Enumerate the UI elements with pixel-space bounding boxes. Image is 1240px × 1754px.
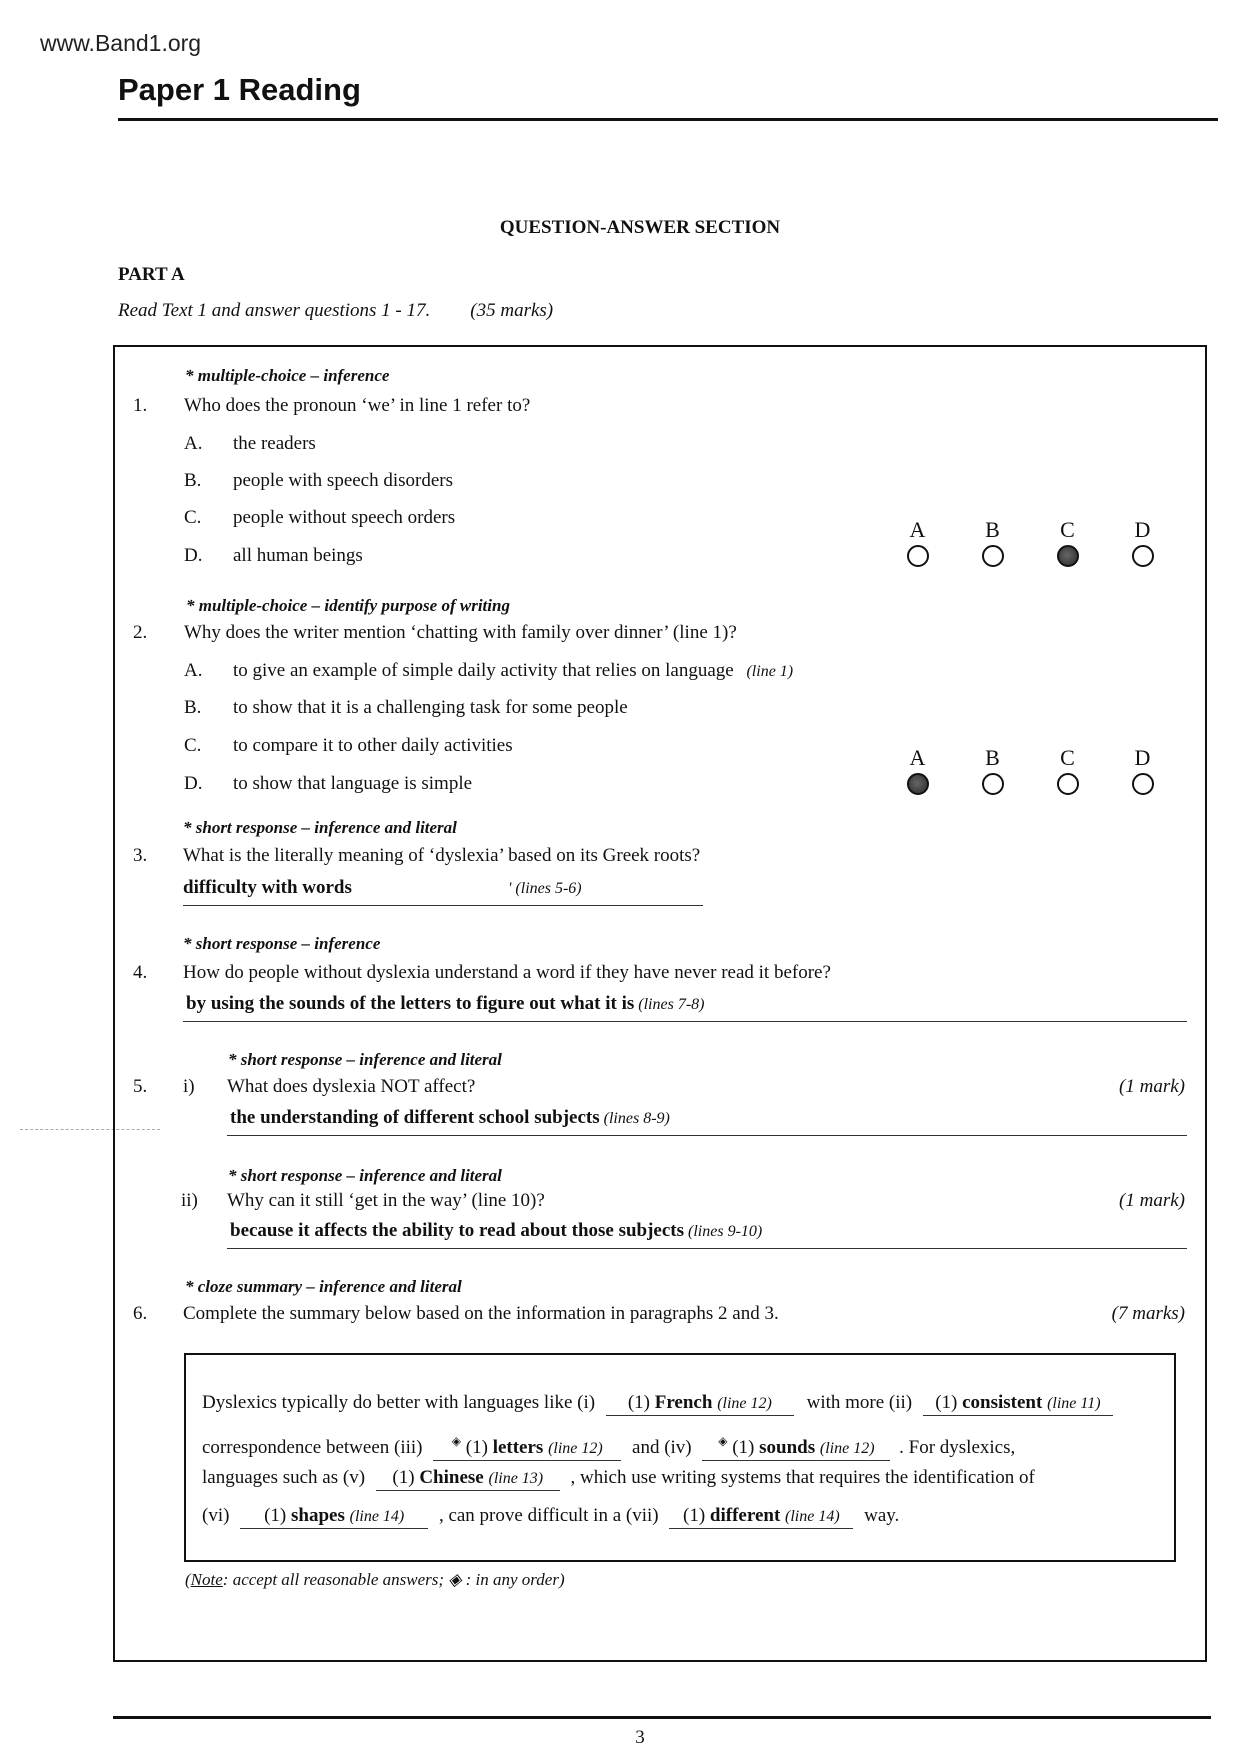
summary-text: with more (ii) [806,1392,913,1413]
bubble-letter: D [1134,517,1151,542]
q2-type-tag: * multiple-choice – identify purpose of writing [186,596,510,615]
q1-option-a-letter: A. [184,433,203,454]
blank-vi[interactable] [240,1505,428,1529]
blank-prefix: (1) [683,1505,706,1526]
marking-note [185,1570,565,1590]
q2-answer-bubbles [880,745,1180,795]
q5ii-text: Why can it still ‘get in the way’ (line 10)? [227,1190,545,1211]
any-order-diamond-icon: ◈ [718,1434,728,1448]
note-text: : accept all reasonable answers; ◈ : in any order) [222,1570,565,1589]
q5i-answer-line[interactable] [227,1107,1187,1136]
blank-ref: (line 12) [819,1440,875,1457]
bubble-letter: D [1134,745,1151,770]
section-title: QUESTION-ANSWER SECTION [499,217,781,238]
q1-bubble-b[interactable] [955,517,1030,567]
blank-answer: letters [492,1437,544,1458]
q2-option-c: to compare it to other daily activities [233,735,513,756]
q2-option-a-letter: A. [184,660,203,681]
q5ii-mark: (1 mark) [1119,1190,1185,1211]
summary-text: Dyslexics typically do better with languages like (i) [202,1392,596,1413]
q5ii-answer: because it affects the ability to read about those subjects [230,1220,685,1241]
blank-answer: Chinese [419,1467,484,1488]
q3-type-tag: * short response – inference and literal [183,818,457,837]
q5i-mark: (1 mark) [1119,1076,1185,1097]
blank-prefix: (1) [392,1467,415,1488]
blank-i[interactable] [606,1392,794,1416]
blank-ref: (line 14) [785,1508,840,1525]
q1-option-d: all human beings [233,545,363,566]
q2-option-c-letter: C. [184,735,202,756]
q1-bubble-a[interactable] [880,517,955,567]
q2-number: 2. [133,622,148,643]
q1-text: Who does the pronoun ‘we’ in line 1 refer to? [184,395,531,416]
blank-answer: French [654,1392,713,1413]
empty-bubble-icon [1132,545,1154,567]
q5ii-type-tag: * short response – inference and literal [228,1166,502,1185]
bubble-letter: A [909,745,926,770]
summary-line-2 [202,1430,1015,1461]
bubble-letter: A [909,517,926,542]
bubble-letter: C [1060,517,1075,542]
q4-answer: by using the sounds of the letters to figure out what it is [186,993,635,1014]
blank-iii[interactable] [433,1430,621,1461]
q2-bubble-b[interactable] [955,745,1030,795]
blank-vii[interactable] [669,1505,853,1529]
q6-mark: (7 marks) [1111,1303,1185,1324]
q2-text: Why does the writer mention ‘chatting with family over dinner’ (line 1)? [184,622,737,643]
q2-option-b: to show that it is a challenging task for some people [233,697,628,718]
any-order-diamond-icon: ◈ [451,1434,462,1448]
empty-bubble-icon [982,773,1004,795]
q1-option-d-letter: D. [184,545,203,566]
summary-text: correspondence between (iii) [202,1437,423,1458]
q6-type-tag: * cloze summary – inference and literal [185,1277,462,1296]
q3-text: What is the literally meaning of ‘dyslexia’ based on its Greek roots? [183,845,701,866]
filled-bubble-icon [1057,545,1079,567]
q2-option-a [233,660,793,682]
blank-prefix: (1) [627,1392,650,1413]
q1-bubble-c[interactable] [1030,517,1105,567]
blank-prefix: (1) [264,1505,287,1526]
q4-answer-line[interactable] [183,993,1187,1022]
q5ii-label: ii) [181,1190,198,1211]
footer-divider [113,1716,1211,1719]
summary-text: , can prove difficult in a (vii) [438,1505,659,1526]
blank-prefix: (1) [465,1437,488,1458]
summary-line-3 [202,1467,1035,1491]
q3-answer-line[interactable] [183,877,703,906]
blank-v[interactable] [376,1467,560,1491]
q2-bubble-a[interactable] [880,745,955,795]
blank-iv[interactable] [702,1430,890,1461]
header-divider [118,118,1218,121]
blank-answer: shapes [291,1505,345,1526]
summary-text: (vi) [202,1505,230,1526]
blank-prefix: (1) [935,1392,958,1413]
q1-bubble-d[interactable] [1105,517,1180,567]
q2-option-a-ref: (line 1) [746,663,794,680]
page-number: 3 [635,1727,645,1748]
q5ii-answer-ref: (lines 9-10) [688,1223,763,1240]
q5i-label: i) [183,1076,195,1097]
q1-option-c: people without speech orders [233,507,456,528]
instruction-text: Read Text 1 and answer questions 1 - 17. [118,300,431,321]
q3-answer-ref: ' (lines 5-6) [508,880,582,897]
summary-text: . For dyslexics, [899,1437,1016,1458]
q1-type-tag: * multiple-choice – inference [185,366,390,385]
empty-bubble-icon [982,545,1004,567]
q3-number: 3. [133,845,148,866]
blank-answer: consistent [962,1392,1043,1413]
q6-number: 6. [133,1303,148,1324]
bubble-letter: B [985,745,1000,770]
blank-ref: (line 14) [349,1508,405,1525]
site-watermark: www.Band1.org [40,30,202,56]
part-label: PART A [118,264,185,285]
blank-ii[interactable] [923,1392,1113,1416]
blank-ref: (line 13) [488,1470,544,1487]
q4-answer-ref: (lines 7-8) [638,996,705,1013]
note-label: Note [190,1570,223,1589]
q1-number: 1. [133,395,148,416]
total-marks: (35 marks) [470,300,554,321]
q2-option-b-letter: B. [184,697,202,718]
q4-number: 4. [133,962,148,983]
note-open: ( [185,1570,191,1589]
bubble-letter: B [985,517,1000,542]
q3-answer: difficulty with words [183,877,352,898]
empty-bubble-icon [907,545,929,567]
blank-ref: (line 12) [548,1440,603,1457]
q5i-answer-ref: (lines 8-9) [603,1110,670,1127]
q5i-type-tag: * short response – inference and literal [228,1050,502,1069]
q5ii-answer-line[interactable] [227,1220,1187,1249]
summary-line-1 [202,1392,1113,1416]
q2-bubble-c[interactable] [1030,745,1105,795]
blank-ref: (line 12) [717,1395,772,1412]
q5i-text: What does dyslexia NOT affect? [227,1076,476,1097]
blank-ref: (line 11) [1047,1395,1101,1412]
q1-option-b-letter: B. [184,470,202,491]
blank-answer: sounds [759,1437,816,1458]
q6-text: Complete the summary below based on the information in paragraphs 2 and 3. [183,1303,779,1324]
summary-text: languages such as (v) [202,1467,366,1488]
summary-text: and (iv) [632,1437,692,1458]
summary-text: way. [864,1505,900,1526]
q1-option-b: people with speech disorders [233,470,454,491]
q2-option-a-text: to give an example of simple daily activity that relies on language [233,660,734,681]
q1-option-a: the readers [233,433,316,454]
summary-line-4 [202,1505,899,1529]
empty-bubble-icon [1132,773,1154,795]
q4-type-tag: * short response – inference [183,934,381,953]
part-instruction [118,300,553,322]
summary-text: , which use writing systems that requires the identification of [570,1467,1035,1488]
q1-answer-bubbles [880,517,1180,567]
blank-prefix: (1) [732,1437,755,1458]
q4-text: How do people without dyslexia understand a word if they have never read it before? [183,962,831,983]
q2-option-d-letter: D. [184,773,203,794]
q5i-answer: the understanding of different school subjects [230,1107,600,1128]
q2-option-d: to show that language is simple [233,773,473,794]
paper-title: Paper 1 Reading [118,72,361,107]
blank-answer: different [709,1505,781,1526]
bubble-letter: C [1060,745,1075,770]
filled-bubble-icon [907,773,929,795]
q1-option-c-letter: C. [184,507,202,528]
q2-bubble-d[interactable] [1105,745,1180,795]
q5-number: 5. [133,1076,148,1097]
empty-bubble-icon [1057,773,1079,795]
